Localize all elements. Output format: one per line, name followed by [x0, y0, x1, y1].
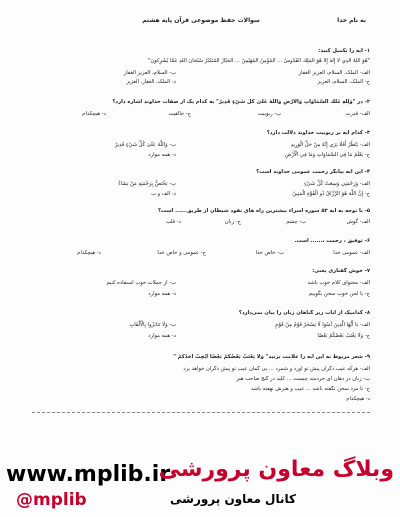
question-8: ۸- کدامیک از آیات زیر گناهان زبان را بیان نمی‌دارد؟	[238, 310, 370, 316]
q2-option-a: الف- قدرت	[345, 111, 370, 117]
q4-option-a: الف- وَرَحْمَتِي وَسِعَتْ كُلَّ شَيْءٍ	[304, 181, 370, 187]
exam-title: سوالات حفظ موضوعی قرآن پایه هشتم	[142, 17, 260, 24]
q9-option-b: ب- زبان در دهان ای خردمند چیست ... کلید در گنج صاحب هنر	[236, 376, 370, 382]
q7-option-a: الف- محتوای کلام خوب باشد	[307, 280, 370, 286]
q4-option-c: ج- إِنَّ اللَّهَ هُوَ الرَّزَّاقُ ذُو الْقُوَّةِ الْمَتِينُ	[292, 191, 370, 197]
question-4: ۴- این آیه بیانگر رحمت عمومی خداوند است؟	[256, 169, 370, 175]
q7-option-c: ج- با لحن خوب سخن بگوییم	[308, 291, 370, 297]
site-url: www.mplib.ir	[6, 462, 171, 487]
q8-option-d: د- همه موارد	[148, 333, 176, 339]
blog-brand: وبلاگ معاون پرورشی	[158, 457, 394, 482]
q9-option-c: ج- تا مرد سخن نگفته باشد ... عیب و هنرش نهفته باشد	[251, 386, 370, 392]
question-2: ۲- در "وَلِلَّهِ مُلْكُ السَّمَاوَاتِ وَالْأَرْضِ وَاللَّهُ عَلَىٰ كُلِّ شَيْءٍ قَدِيرٌ" به کدام یک از صفات خداوند اشاره دارد؟	[112, 99, 370, 105]
question-1: ۱- آیه را تکمیل کنید:	[318, 48, 370, 54]
q3-option-c: ج- يَعْلَمُ مَا فِي السَّمَاوَاتِ وَمَا فِي الْأَرْضِ	[285, 152, 370, 158]
q5-option-a: الف- گوش	[346, 219, 370, 225]
channel-handle: @mplib	[16, 490, 87, 510]
q8-option-c: ج- وَلَا يَغْتَبْ بَعْضُكُمْ بَعْضًا	[317, 333, 370, 339]
question-5: ۵- با توجه به آیه ۵۳ سوره اسراء بیشترین راه های نفوذ شیطان از طریق...... است؟	[157, 208, 370, 214]
q5-option-d: د- قلب	[165, 219, 181, 225]
q2-option-b: ب- ربوبیت	[257, 111, 281, 117]
q3-option-d: د- همه موارد	[148, 152, 176, 158]
q4-option-d: د- الف و ب	[151, 191, 176, 197]
q5-option-c: ج- زبان	[224, 219, 241, 225]
channel-name: کانال معاون پرورشی	[170, 492, 296, 506]
q6-option-c: ج- عمومی و خاص خدا	[157, 250, 206, 256]
q1-option-a: الف- الملک، السلام، العزیز الغفار	[298, 70, 370, 76]
q4-option-b: ب- يَخْتَصُّ بِرَحْمَتِهِ مَنْ يَشَاءُ	[118, 181, 176, 187]
q9-option-a: الف- هرکه عیب دگران پیش تو آورد و شمرد ... بی گمان عیب تو پیش دگران خواهد برد	[183, 366, 370, 372]
q1-option-d: د- الملک، العفار، العزیز	[126, 79, 176, 85]
q7-option-b: ب- از جملات خوب استفاده کنیم	[106, 280, 176, 286]
q9-option-d: د- هیچکدام	[346, 396, 370, 402]
q6-option-a: الف- عمومی خدا	[333, 250, 370, 256]
q8-option-b: ب- وَلَا تَنَابَزُوا بِالْأَلْقَابِ	[129, 322, 176, 328]
divider	[32, 412, 370, 413]
q1-option-c: ج- الملک، السلام، العزیز	[317, 79, 370, 85]
q3-option-a: الف- يَنْظُرْ أَفَلَا يَرَى إِنَّهُ مِنْ حَلِّ الْوَرِيدِ	[290, 142, 370, 148]
q7-option-d: د- همه موارد	[148, 291, 176, 297]
q3-option-b: ب- وَاللَّهُ عَلَىٰ كُلِّ شَيْءٍ قَدِيرٌ	[114, 142, 176, 148]
exam-header	[26, 17, 376, 27]
q2-option-d: د- هیچکدام	[82, 111, 106, 117]
q8-option-a: الف- يَا أَيُّهَا الَّذِينَ آمَنُوا لَا يَسْخَرْ قَوْمٌ مِنْ قَوْمٍ	[275, 322, 370, 328]
header-bismillah: به نام خدا	[337, 17, 366, 24]
question-1-verse: "هُوَ اللَّهُ الَّذِي لَا إِلَٰهَ إِلَّا هُوَ الْمَلِكُ الْقُدُّوسُ ... الْمُؤْمِنُ الْمُهَيْمِنُ ... الْجَبَّارُ الْمُتَكَبِّرُ سُبْحَانَ اللَّهِ عَمَّا يُشْرِكُونَ"	[148, 58, 370, 64]
q6-option-d: د- هیچکدام	[77, 250, 101, 256]
exam-paper	[26, 12, 376, 452]
question-6: ۶- توفیق ، رحمت ،...... است.	[294, 238, 370, 244]
question-7: ۷- خوش گفتاری یعنی:	[312, 268, 370, 274]
q6-option-b: ب- خاص خدا	[255, 250, 284, 256]
q1-option-b: ب- السلام، العزیز الغفار	[123, 70, 176, 76]
q5-option-b: ب- چشم	[286, 219, 306, 225]
question-3: ۳- کدام آیه بر ربوبیت خداوند دلالت دارد؟	[266, 130, 370, 136]
question-9: ۹- شعر مربوط به این آیه را علامت بزنید" وَلَا يَغْتَبْ بَعْضُكُمْ بَعْضًا أَيُحِبُّ أَحَدُكُمْ "	[173, 354, 370, 360]
watermark-banner	[0, 452, 400, 517]
q2-option-c: ج- خالقیت	[168, 111, 191, 117]
